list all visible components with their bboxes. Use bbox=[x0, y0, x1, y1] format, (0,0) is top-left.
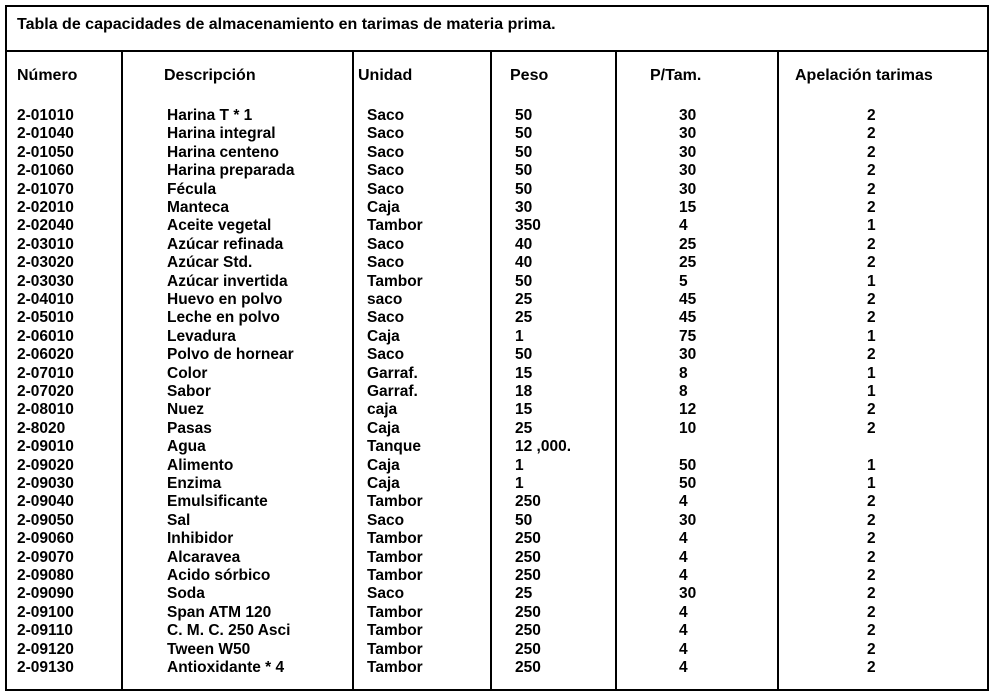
cell-tarimas: 2 bbox=[867, 309, 876, 327]
cell-tarimas: 2 bbox=[867, 235, 876, 253]
cell-numero: 2-09020 bbox=[17, 456, 74, 474]
cell-ptam: 30 bbox=[679, 107, 697, 124]
cell-tarimas: 2 bbox=[867, 254, 876, 272]
cell-tarimas: 2 bbox=[867, 548, 876, 566]
table-row bbox=[7, 641, 987, 659]
table-row bbox=[7, 217, 987, 235]
cell-ptam: 8 bbox=[679, 383, 688, 400]
cell-unidad: Saco bbox=[367, 180, 405, 198]
title-box bbox=[7, 7, 987, 52]
cell-peso: 40 bbox=[515, 235, 533, 253]
cell-ptam: 4 bbox=[679, 659, 688, 676]
table-row bbox=[7, 236, 987, 254]
cell-peso: 250 bbox=[515, 548, 541, 566]
cell-peso: 250 bbox=[515, 622, 541, 640]
cell-unidad: Tanque bbox=[367, 438, 421, 456]
table-row bbox=[7, 530, 987, 548]
cell-tarimas: 2 bbox=[867, 180, 876, 198]
cell-peso: 50 bbox=[515, 346, 533, 364]
cell-numero: 2-01070 bbox=[17, 180, 74, 198]
cell-ptam: 5 bbox=[679, 272, 688, 290]
cell-unidad: Saco bbox=[367, 309, 405, 327]
cell-ptam: 30 bbox=[679, 162, 697, 180]
cell-descripcion: Polvo de hornear bbox=[167, 346, 294, 364]
cell-ptam: 30 bbox=[679, 180, 697, 198]
cell-tarimas: 2 bbox=[867, 125, 876, 143]
cell-ptam: 4 bbox=[679, 622, 688, 640]
cell-numero: 2-09110 bbox=[17, 622, 74, 640]
cell-peso: 15 bbox=[515, 364, 533, 382]
cell-unidad: Saco bbox=[367, 346, 405, 364]
cell-tarimas: 2 bbox=[867, 291, 876, 308]
cell-ptam: 4 bbox=[679, 640, 688, 658]
table-row bbox=[7, 125, 987, 143]
cell-numero: 2-06010 bbox=[17, 327, 74, 345]
cell-descripcion: Harina T * 1 bbox=[167, 107, 253, 124]
cell-numero: 2-03010 bbox=[17, 235, 74, 253]
cell-unidad: Saco bbox=[367, 254, 405, 272]
cell-peso: 30 bbox=[515, 199, 533, 216]
cell-descripcion: Huevo en polvo bbox=[167, 291, 283, 308]
cell-tarimas: 1 bbox=[867, 327, 876, 345]
table-row bbox=[7, 567, 987, 585]
cell-ptam: 50 bbox=[679, 475, 697, 492]
cell-ptam: 45 bbox=[679, 309, 697, 327]
cell-peso: 1 bbox=[515, 456, 524, 474]
cell-descripcion: C. M. C. 250 Asci bbox=[167, 622, 291, 640]
cell-unidad: Saco bbox=[367, 162, 405, 180]
cell-ptam: 75 bbox=[679, 327, 697, 345]
cell-numero: 2-09050 bbox=[17, 511, 74, 529]
table-row bbox=[7, 475, 987, 493]
cell-unidad: Tambor bbox=[367, 640, 423, 658]
cell-peso: 50 bbox=[515, 511, 533, 529]
cell-unidad: Caja bbox=[367, 475, 400, 492]
cell-unidad: Garraf. bbox=[367, 383, 418, 400]
cell-unidad: Tambor bbox=[367, 659, 423, 676]
cell-peso: 1 bbox=[515, 327, 524, 345]
cell-numero: 2-02010 bbox=[17, 199, 74, 216]
cell-ptam: 30 bbox=[679, 585, 697, 603]
cell-numero: 2-09030 bbox=[17, 475, 74, 492]
table-row bbox=[7, 181, 987, 199]
cell-numero: 2-09100 bbox=[17, 603, 74, 621]
cell-tarimas: 2 bbox=[867, 107, 876, 124]
cell-tarimas: 2 bbox=[867, 401, 876, 419]
cell-ptam: 4 bbox=[679, 603, 688, 621]
cell-descripcion: Harina integral bbox=[167, 125, 276, 143]
cell-tarimas: 2 bbox=[867, 419, 876, 437]
cell-peso: 50 bbox=[515, 107, 533, 124]
cell-numero: 2-01010 bbox=[17, 107, 74, 124]
cell-peso: 50 bbox=[515, 162, 533, 180]
cell-descripcion: Alcaravea bbox=[167, 548, 241, 566]
cell-peso: 50 bbox=[515, 143, 533, 161]
table-frame bbox=[5, 5, 989, 691]
cell-tarimas: 1 bbox=[867, 383, 876, 400]
table-row bbox=[7, 273, 987, 291]
cell-tarimas: 1 bbox=[867, 475, 876, 492]
cell-tarimas: 2 bbox=[867, 622, 876, 640]
cell-peso: 25 bbox=[515, 585, 533, 603]
cell-numero: 2-07020 bbox=[17, 383, 74, 400]
cell-descripcion: Sal bbox=[167, 511, 191, 529]
header-ptam: P/Tam. bbox=[650, 67, 702, 84]
cell-unidad: caja bbox=[367, 401, 398, 419]
cell-tarimas: 1 bbox=[867, 456, 876, 474]
cell-peso: 40 bbox=[515, 254, 533, 272]
cell-ptam: 45 bbox=[679, 291, 697, 308]
header-apelacion: Apelación tarimas bbox=[795, 67, 933, 84]
cell-peso: 250 bbox=[515, 659, 541, 676]
cell-peso: 25 bbox=[515, 291, 533, 308]
cell-ptam: 4 bbox=[679, 217, 688, 235]
table-row bbox=[7, 457, 987, 475]
cell-unidad: Tambor bbox=[367, 272, 423, 290]
cell-descripcion: Enzima bbox=[167, 475, 222, 492]
cell-descripcion: Manteca bbox=[167, 199, 230, 216]
header-unidad: Unidad bbox=[358, 67, 413, 84]
cell-peso: 25 bbox=[515, 309, 533, 327]
cell-unidad: Caja bbox=[367, 327, 400, 345]
cell-ptam: 4 bbox=[679, 530, 688, 548]
cell-peso: 250 bbox=[515, 640, 541, 658]
table-row bbox=[7, 144, 987, 162]
cell-unidad: Caja bbox=[367, 456, 400, 474]
cell-ptam: 12 bbox=[679, 401, 697, 419]
cell-numero: 2-09130 bbox=[17, 659, 74, 676]
header-numero: Número bbox=[17, 67, 78, 84]
cell-descripcion: Antioxidante * 4 bbox=[167, 659, 285, 676]
cell-ptam: 30 bbox=[679, 511, 697, 529]
cell-descripcion: Tween W50 bbox=[167, 640, 251, 658]
table-row bbox=[7, 512, 987, 530]
cell-numero: 2-05010 bbox=[17, 309, 74, 327]
cell-numero: 2-03030 bbox=[17, 272, 74, 290]
cell-numero: 2-06020 bbox=[17, 346, 74, 364]
table-row bbox=[7, 291, 987, 309]
cell-unidad: Saco bbox=[367, 585, 405, 603]
cell-descripcion: Azúcar refinada bbox=[167, 235, 284, 253]
cell-numero: 2-09010 bbox=[17, 438, 74, 456]
cell-numero: 2-08010 bbox=[17, 401, 74, 419]
cell-descripcion: Emulsificante bbox=[167, 493, 268, 511]
cell-unidad: Tambor bbox=[367, 622, 423, 640]
cell-descripcion: Pasas bbox=[167, 419, 212, 437]
cell-ptam: 30 bbox=[679, 125, 697, 143]
cell-tarimas: 2 bbox=[867, 511, 876, 529]
cell-ptam: 50 bbox=[679, 456, 697, 474]
table-row bbox=[7, 162, 987, 180]
cell-peso: 250 bbox=[515, 603, 541, 621]
cell-peso: 50 bbox=[515, 272, 533, 290]
cell-descripcion: Acido sórbico bbox=[167, 567, 271, 584]
cell-peso: 250 bbox=[515, 530, 541, 548]
cell-tarimas: 2 bbox=[867, 640, 876, 658]
cell-unidad: Caja bbox=[367, 199, 400, 216]
cell-tarimas: 2 bbox=[867, 603, 876, 621]
cell-tarimas: 1 bbox=[867, 364, 876, 382]
cell-unidad: Garraf. bbox=[367, 364, 418, 382]
table-row bbox=[7, 328, 987, 346]
table-row bbox=[7, 383, 987, 401]
table-row bbox=[7, 659, 987, 677]
table-row bbox=[7, 438, 987, 456]
cell-ptam: 4 bbox=[679, 548, 688, 566]
table-row bbox=[7, 420, 987, 438]
cell-peso: 18 bbox=[515, 383, 533, 400]
cell-numero: 2-8020 bbox=[17, 419, 66, 437]
cell-unidad: Saco bbox=[367, 107, 405, 124]
cell-unidad: Saco bbox=[367, 235, 405, 253]
cell-tarimas: 2 bbox=[867, 162, 876, 180]
table-title: Tabla de capacidades de almacenamiento en tarimas de materia prima. bbox=[17, 16, 556, 33]
cell-unidad: Saco bbox=[367, 125, 405, 143]
table-row bbox=[7, 254, 987, 272]
cell-descripcion: Fécula bbox=[167, 180, 217, 198]
cell-unidad: Tambor bbox=[367, 530, 423, 548]
cell-descripcion: Leche en polvo bbox=[167, 309, 280, 327]
cell-descripcion: Inhibidor bbox=[167, 530, 234, 548]
cell-ptam: 4 bbox=[679, 493, 688, 511]
cell-descripcion: Harina preparada bbox=[167, 162, 295, 180]
cell-descripcion: Azúcar invertida bbox=[167, 272, 288, 290]
table-row bbox=[7, 309, 987, 327]
cell-ptam: 4 bbox=[679, 567, 688, 584]
cell-numero: 2-04010 bbox=[17, 291, 74, 308]
cell-numero: 2-09060 bbox=[17, 530, 74, 548]
cell-descripcion: Harina centeno bbox=[167, 143, 279, 161]
cell-ptam: 15 bbox=[679, 199, 697, 216]
cell-numero: 2-01040 bbox=[17, 125, 74, 143]
table-row bbox=[7, 401, 987, 419]
cell-descripcion: Color bbox=[167, 364, 208, 382]
cell-ptam: 8 bbox=[679, 364, 688, 382]
cell-unidad: Caja bbox=[367, 419, 400, 437]
table-row bbox=[7, 365, 987, 383]
cell-numero: 2-09040 bbox=[17, 493, 74, 511]
cell-descripcion: Aceite vegetal bbox=[167, 217, 272, 235]
table-row bbox=[7, 493, 987, 511]
cell-tarimas: 2 bbox=[867, 530, 876, 548]
cell-peso: 250 bbox=[515, 567, 541, 584]
cell-descripcion: Azúcar Std. bbox=[167, 254, 253, 272]
cell-unidad: Tambor bbox=[367, 217, 423, 235]
cell-numero: 2-09070 bbox=[17, 548, 74, 566]
cell-peso: 50 bbox=[515, 180, 533, 198]
table-row bbox=[7, 585, 987, 603]
cell-tarimas: 1 bbox=[867, 217, 876, 235]
header-peso: Peso bbox=[510, 67, 549, 84]
table-row bbox=[7, 622, 987, 640]
cell-unidad: Tambor bbox=[367, 548, 423, 566]
cell-numero: 2-03020 bbox=[17, 254, 74, 272]
cell-numero: 2-09120 bbox=[17, 640, 74, 658]
cell-descripcion: Span ATM 120 bbox=[167, 603, 272, 621]
table-row bbox=[7, 199, 987, 217]
cell-ptam: 30 bbox=[679, 346, 697, 364]
cell-ptam: 10 bbox=[679, 419, 697, 437]
table-row bbox=[7, 107, 987, 125]
table-row bbox=[7, 604, 987, 622]
cell-peso: 350 bbox=[515, 217, 541, 235]
cell-descripcion: Soda bbox=[167, 585, 205, 603]
cell-descripcion: Levadura bbox=[167, 327, 236, 345]
cell-tarimas: 2 bbox=[867, 199, 876, 216]
cell-descripcion: Agua bbox=[167, 438, 206, 456]
cell-tarimas: 1 bbox=[867, 272, 876, 290]
cell-unidad: saco bbox=[367, 291, 403, 308]
cell-tarimas: 2 bbox=[867, 346, 876, 364]
cell-numero: 2-09080 bbox=[17, 567, 74, 584]
cell-unidad: Saco bbox=[367, 511, 405, 529]
cell-unidad: Tambor bbox=[367, 603, 423, 621]
cell-numero: 2-02040 bbox=[17, 217, 74, 235]
cell-descripcion: Alimento bbox=[167, 456, 234, 474]
cell-unidad: Saco bbox=[367, 143, 405, 161]
cell-unidad: Tambor bbox=[367, 567, 423, 584]
cell-ptam: 25 bbox=[679, 254, 697, 272]
cell-tarimas: 2 bbox=[867, 585, 876, 603]
cell-ptam: 30 bbox=[679, 143, 697, 161]
cell-numero: 2-01050 bbox=[17, 143, 74, 161]
cell-tarimas: 2 bbox=[867, 493, 876, 511]
cell-numero: 2-09090 bbox=[17, 585, 74, 603]
cell-numero: 2-07010 bbox=[17, 364, 74, 382]
cell-tarimas: 2 bbox=[867, 143, 876, 161]
cell-peso: 250 bbox=[515, 493, 541, 511]
cell-peso: 50 bbox=[515, 125, 533, 143]
cell-descripcion: Nuez bbox=[167, 401, 205, 419]
header-descripcion: Descripción bbox=[164, 67, 256, 84]
cell-tarimas: 2 bbox=[867, 659, 876, 676]
cell-descripcion: Sabor bbox=[167, 383, 211, 400]
cell-unidad: Tambor bbox=[367, 493, 423, 511]
cell-numero: 2-01060 bbox=[17, 162, 74, 180]
cell-peso: 12 ,000. bbox=[515, 438, 572, 456]
table-row bbox=[7, 549, 987, 567]
cell-peso: 25 bbox=[515, 419, 533, 437]
table-row bbox=[7, 346, 987, 364]
cell-ptam: 25 bbox=[679, 235, 697, 253]
cell-peso: 15 bbox=[515, 401, 533, 419]
cell-tarimas: 2 bbox=[867, 567, 876, 584]
cell-peso: 1 bbox=[515, 475, 524, 492]
